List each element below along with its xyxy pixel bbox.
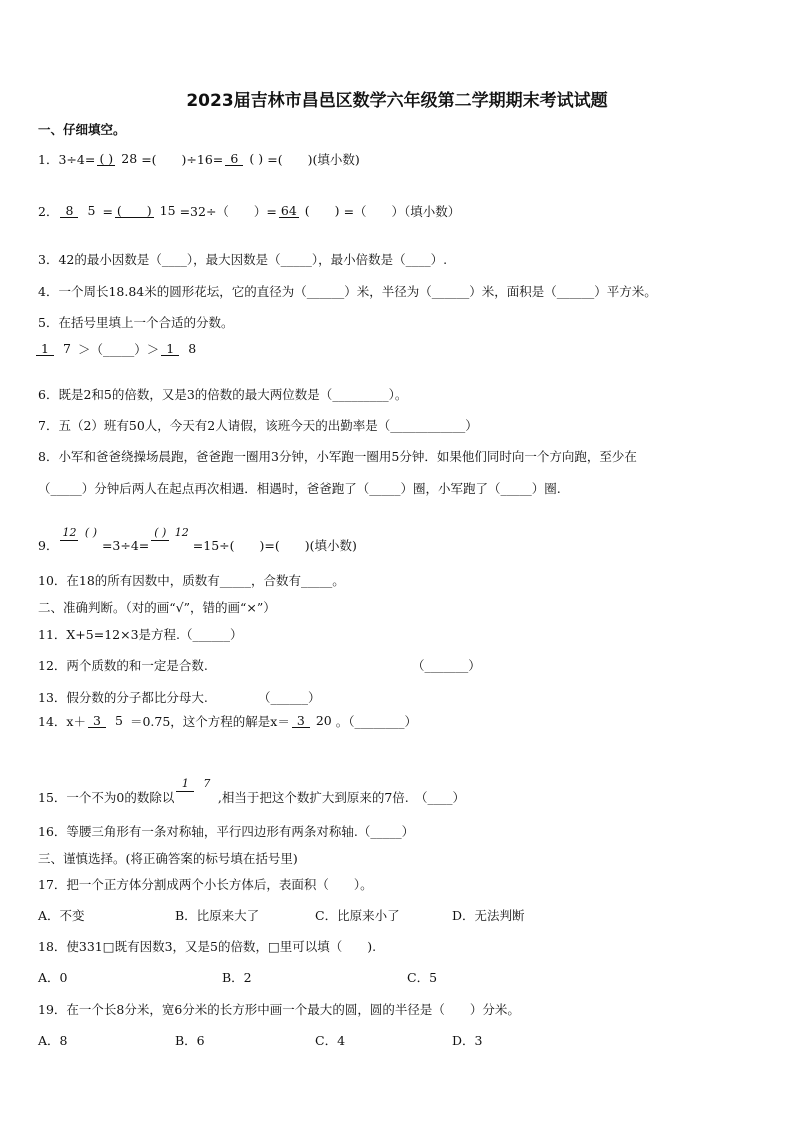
- q16-text: 16．等腰三角形有一条对称轴，平行四边形有两条对称轴.（_____）: [38, 824, 415, 839]
- q4-text: 4．一个周长18.84米的圆形花坛，它的直径为（______）米，半径为（______）米，面积是（______）平方米。: [38, 284, 657, 299]
- q15-text-b: ,相当于把这个数扩大到原来的7倍. （____）: [217, 790, 466, 805]
- q2-text-d: =（ ）（填小数）: [343, 204, 461, 219]
- q9-f2-denominator: 12: [174, 526, 189, 540]
- q19-option-d: D．3: [452, 1033, 483, 1048]
- q15-text-a: 15．一个不为0的数除以: [38, 790, 175, 805]
- q15-f1-numerator: 1: [176, 778, 194, 791]
- question-8-line-2: [38, 479, 561, 497]
- q9-fraction-2: [151, 527, 191, 540]
- q14-f1-denominator: 5: [114, 712, 123, 728]
- q6-text: 6．既是2和5的倍数，又是3的倍数的最大两位数是（_________）。: [38, 387, 408, 402]
- question-8-line-1: [38, 447, 637, 465]
- q19-text: 19．在一个长8分米，宽6分米的长方形中画一个最大的圆，圆的半径是（ ）分米。: [38, 1002, 520, 1017]
- q10-text: 10．在18的所有因数中，质数有_____，合数有_____。: [38, 573, 345, 588]
- q2-text-b: =: [102, 203, 113, 219]
- q14-fraction-1: [88, 714, 128, 729]
- q15-f1-denominator: 7: [203, 777, 211, 791]
- q5-f1-denominator: 7: [63, 340, 71, 356]
- q8-text-line-2: （_____）分钟后两人在起点再次相遇．相遇时，爸爸跑了（_____）圈，小军跑了（_____）圈.: [38, 481, 561, 496]
- question-2: [38, 202, 460, 220]
- page-title: 2023届吉林市昌邑区数学六年级第二学期期末考试试题: [186, 91, 608, 111]
- q17-option-c: C．比原来小了: [315, 908, 400, 923]
- q9-text-a: 9．: [38, 538, 59, 553]
- q19-option-a: A．8: [38, 1033, 68, 1048]
- q9-text-c: =15÷( )=( )(填小数): [192, 538, 357, 553]
- q7-text: 7．五（2）班有50人，今天有2人请假，该班今天的出勤率是（____________）: [38, 418, 478, 433]
- section-3-heading: [38, 849, 298, 867]
- section-1-text: 一、仔细填空。: [38, 122, 126, 137]
- question-5-inequality: [34, 340, 203, 358]
- q2-f1-denominator: 5: [87, 202, 96, 218]
- q9-fraction-1: [60, 527, 100, 540]
- q12-answer-blank: （_______）: [412, 658, 481, 673]
- q5-fraction-2: [161, 342, 201, 357]
- q19-option-c: C．4: [315, 1033, 346, 1048]
- question-4: [38, 282, 657, 300]
- q9-f1-denominator: ( ): [84, 526, 97, 540]
- q2-f3-numerator: 64: [280, 202, 297, 218]
- question-3: [38, 250, 447, 268]
- section-2-text: 二、准确判断。（对的画“√”，错的画“×”）: [38, 600, 276, 615]
- q2-f2-numerator: ( ): [116, 202, 152, 218]
- q18-option-b: B．2: [222, 970, 252, 985]
- q1-text-c: =( )(填小数): [267, 152, 360, 167]
- q18-option-a: A．0: [38, 970, 68, 985]
- question-12: [38, 656, 758, 674]
- question-11: [38, 625, 243, 643]
- q19-option-b: B．6: [175, 1033, 205, 1048]
- q8-text-line-1: 8．小军和爸爸绕操场晨跑，爸爸跑一圈用3分钟，小军跑一圈用5分钟．如果他们同时向一个方向跑，至少在: [38, 449, 637, 464]
- q14-f2-numerator: 3: [292, 714, 310, 729]
- section-2-heading: [38, 598, 276, 616]
- q13-text: 13．假分数的分子都比分母大.: [38, 690, 208, 705]
- question-18: [38, 937, 376, 955]
- q2-f2-denominator: 15: [159, 202, 176, 218]
- question-1: [38, 150, 360, 168]
- q14-text-a: 14．x＋: [38, 714, 86, 729]
- q3-text: 3．42的最小因数是（____），最大因数是（_____），最小倍数是（____）.: [38, 252, 448, 267]
- q14-f1-numerator: 3: [88, 714, 106, 729]
- q17-text: 17．把一个正方体分割成两个小长方体后，表面积（ ）。: [38, 877, 373, 892]
- q1-f1-denominator: 28: [121, 150, 138, 166]
- q1-f2-numerator: 6: [225, 152, 243, 167]
- q5-f2-numerator: 1: [161, 342, 179, 357]
- q1-fraction-1: [97, 152, 139, 167]
- q1-fraction-2: [225, 152, 265, 167]
- q1-f2-denominator: ( ): [249, 150, 264, 166]
- q2-fraction-2: [115, 204, 178, 219]
- q2-text-c: =32÷（ ）=: [179, 204, 277, 219]
- question-14: [38, 712, 417, 730]
- q2-fraction-1: [60, 204, 100, 219]
- question-9: [38, 514, 357, 554]
- q11-text: 11．X+5=12×3是方程.（______）: [38, 627, 243, 642]
- q14-text-c: 。（________）: [335, 714, 417, 729]
- q18-option-c: C．5: [407, 970, 438, 985]
- q5-middle-text: ＞（_____）＞: [77, 342, 160, 357]
- question-19: [38, 1000, 520, 1018]
- q18-text: 18．使331□既有因数3，又是5的倍数，□里可以填（ ).: [38, 939, 377, 954]
- question-6: [38, 385, 407, 403]
- q17-option-a: A．不变: [38, 908, 85, 923]
- q17-option-d: D．无法判断: [452, 908, 525, 923]
- q14-fraction-2: [292, 714, 334, 729]
- q5-f2-denominator: 8: [188, 340, 197, 356]
- q2-f3-denominator: ( ): [304, 202, 340, 218]
- question-16: [38, 822, 414, 840]
- q15-fraction: [176, 778, 216, 791]
- q2-text-a: 2．: [38, 204, 59, 219]
- q5-fraction-1: [36, 342, 76, 357]
- question-13: [38, 688, 758, 706]
- q1-text-a: 1．3÷4=: [38, 152, 96, 167]
- q5-f1-numerator: 1: [36, 342, 54, 357]
- q9-f2-numerator: ( ): [151, 527, 169, 540]
- q2-f1-numerator: 8: [60, 204, 78, 219]
- q13-answer-blank: （______）: [258, 690, 321, 705]
- q5-text: 5．在括号里填上一个合适的分数。: [38, 315, 234, 330]
- q9-f1-numerator: 12: [62, 526, 77, 540]
- q17-option-b: B．比原来大了: [175, 908, 260, 923]
- question-5: [38, 313, 233, 331]
- q1-f1-numerator: ( ): [97, 152, 115, 167]
- question-7: [38, 416, 478, 434]
- q9-text-b: =3÷4=: [101, 537, 150, 553]
- q1-text-b: =( )÷16=: [141, 152, 224, 167]
- q2-fraction-3: [279, 204, 342, 219]
- q14-text-b: ＝0.75，这个方程的解是x＝: [129, 714, 290, 729]
- section-3-text: 三、谨慎选择。(将正确答案的标号填在括号里): [38, 851, 298, 866]
- question-15: [38, 764, 465, 806]
- question-10: [38, 571, 345, 589]
- question-17: [38, 875, 373, 893]
- q12-text: 12．两个质数的和一定是合数.: [38, 658, 208, 673]
- section-1-heading: [38, 120, 126, 138]
- q14-f2-denominator: 20: [315, 712, 332, 728]
